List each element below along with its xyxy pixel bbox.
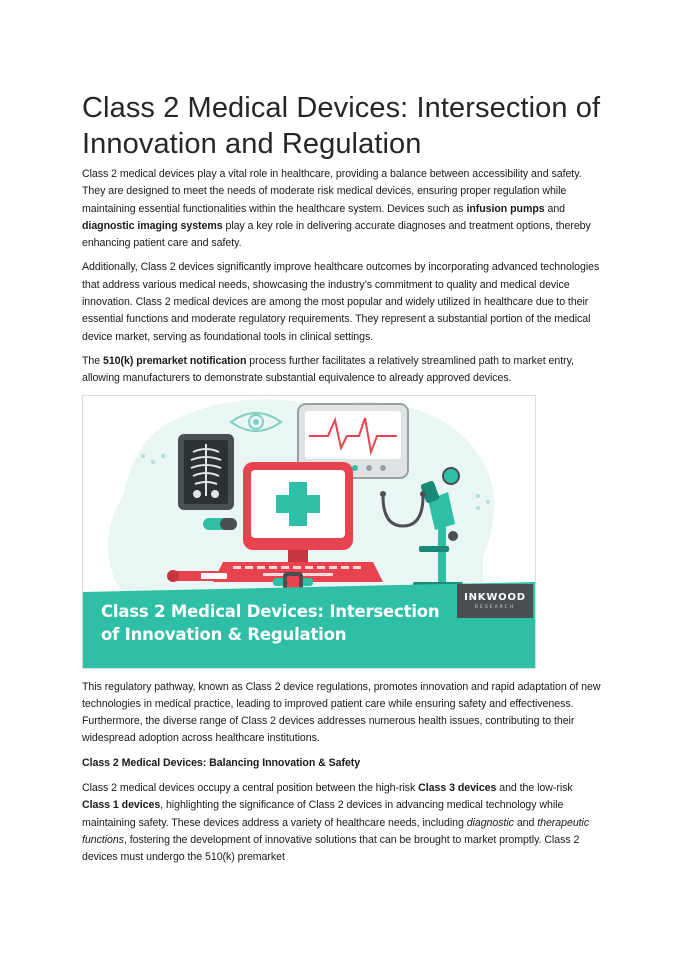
paragraph-intro [82,166,602,252]
banner-line-2: of Innovation & Regulation [101,624,347,644]
banner-title [101,600,439,646]
text-run: Class 2 medical devices play a vital role in healthcare, providing a balance between accessibility and safety. They are designed to meet the needs of moderate risk medical devices, ensuring proper regulation while maintaining essential functionalities within the healthcare system. Devices such as [82,168,582,215]
brand-subtitle: RESEARCH [474,604,516,610]
text-run: The [82,354,103,367]
text-run: and [544,202,566,215]
text-run: and [513,816,538,829]
article [82,90,602,874]
paragraph-regulatory-pathway: This regulatory pathway, known as Class 2 device regulations, promotes innovation and rapid adaptation of new technologies in medical practice, leading to improved patient care while ensuring safety and effectiveness. Furthermore, the diverse range of Class 2 devices addresses numerous health issues, contributing to their widespread adoption across healthcare institutions. [82,680,601,745]
text-run: play a key role in delivering accurate diagnoses and treatment options, thereby enhancing patient care and safety. [82,219,591,250]
hero-illustration [82,395,536,669]
brand-logo [457,584,533,618]
text-run: , highlighting the significance of Class 2 devices in advancing medical technology while maintaining safety. These devices address a variety of healthcare needs, including [82,799,564,829]
paragraph-outcomes: Additionally, Class 2 devices significantly improve healthcare outcomes by incorporating advanced technologies that address various medical needs, showcasing the industry’s commitment to quality and medical device innovation. Class 2 medical devices are among the most popular and widely utilized in healthcare due to their essential functions and moderate regulatory requirements. They represent a substantial portion of the medical device market, serving as foundational tools in clinical settings. [82,261,600,343]
section-subheading: Class 2 Medical Devices: Balancing Innovation & Safety [82,756,361,769]
page-title: Class 2 Medical Devices: Intersection of Innovation and Regulation [82,92,601,160]
paragraph-510k [82,353,602,388]
text-run: Class 2 medical devices occupy a central position between the high-risk [82,782,419,795]
bold-term-diagnostic-imaging: diagnostic imaging systems [82,219,223,232]
bold-term-class-3: Class 3 devices [418,782,497,795]
bold-term-class-1: Class 1 devices [82,799,161,812]
italic-term-diagnostic: diagnostic [466,816,514,829]
banner-line-1: Class 2 Medical Devices: Intersection [101,601,440,621]
italic-term-therapeutic: therapeutic functions [82,816,590,846]
bold-term-infusion-pumps: infusion pumps [466,202,545,215]
text-run: and the low-risk [496,782,573,795]
text-run: process further facilitates a relatively streamlined path to market entry, allowing manufacturers to demonstrate substantial equivalence to already approved devices. [82,354,574,385]
text-run: , fostering the development of innovative solutions that can be brought to market promptly. Class 2 devices must undergo the 510(k) premarket [82,833,580,864]
pill-icon [203,518,237,530]
brand-name: INKWOOD [464,591,526,603]
thermometer-icon [167,570,243,582]
xray-tablet-icon [178,434,234,510]
paragraph-balancing [82,780,602,866]
bold-term-510k: 510(k) premarket notification [103,354,247,367]
